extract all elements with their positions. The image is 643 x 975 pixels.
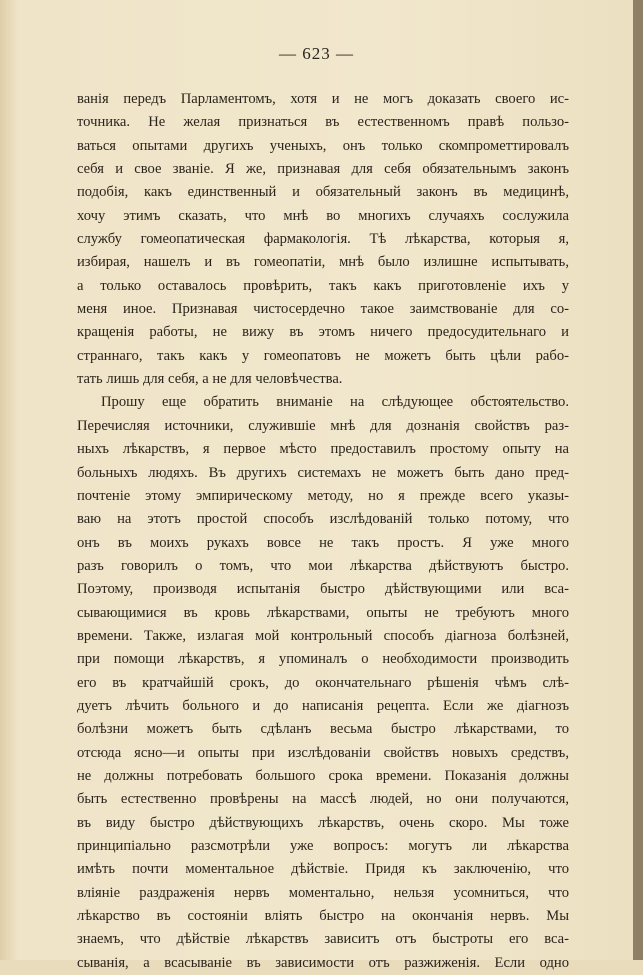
text-line: себя и свое званіе. Я же, признавая для себя обязательнымъ законъ — [77, 161, 569, 178]
text-line: дуетъ лѣчить больного и до написанія рецепта. Если же діагнозъ — [77, 697, 569, 714]
text-line: не должны потребовать большого срока времени. Показанія должны — [77, 767, 569, 784]
text-line: разъ говорилъ о томъ, что мои лѣкарства дѣйствуютъ быстро. — [77, 557, 569, 574]
text-line: онъ въ моихъ рукахъ вовсе не такъ простъ. Я уже много — [77, 534, 569, 551]
text-line: меня иное. Признавая чистосердечно такое заимствованіе для со- — [77, 301, 569, 318]
text-line: почтеніе этому эмпирическому методу, но я прежде всего указы- — [77, 487, 569, 504]
text-line: болѣзни можетъ быть сдѣланъ весьма быстро лѣкарствами, то — [77, 721, 569, 738]
text-line: Перечисляя источники, служившіе мнѣ для дознанія свойствъ раз- — [77, 417, 569, 434]
text-line: Прошу еще обратить вниманіе на слѣдующее обстоятельство. — [101, 394, 569, 411]
text-line: а только оставалось провѣрить, такъ какъ приготовленіе ихъ у — [77, 277, 569, 294]
text-line: страннаго, такъ какъ у гомеопатовъ не можетъ быть цѣли рабо- — [77, 347, 569, 364]
text-line: службу гомеопатическая фармакологія. Тѣ лѣкарства, которыя я, — [77, 231, 569, 248]
text-line: отсюда ясно—и опыты при изслѣдованіи свойствъ новыхъ средствъ, — [77, 744, 569, 761]
text-line: сыванія, а всасываніе въ зависимости отъ разжиженія. Если одно — [77, 954, 569, 971]
body-text — [77, 88, 569, 975]
text-line: имѣть почти моментальное дѣйствіе. Придя къ заключенію, что — [77, 861, 569, 878]
text-line: ныхъ лѣкарствъ, я первое мѣсто предоставилъ простому опыту на — [77, 441, 569, 458]
text-line: вліяніе раздраженія нервъ моментально, нельзя усомниться, что — [77, 884, 569, 901]
text-line: точника. Не желая признаться въ естественномъ правѣ пользо- — [77, 114, 569, 131]
text-line: тать лишь для себя, а не для человѣчества. — [77, 371, 343, 388]
text-line: хочу этимъ сказать, что мнѣ во многихъ случаяхъ сослужила — [77, 207, 569, 224]
text-line: его въ кратчайшій срокъ, до окончательнаго рѣшенія чѣмъ слѣ- — [77, 674, 569, 691]
text-line: принципіально разсмотрѣли уже вопросъ: могутъ ли лѣкарства — [77, 838, 569, 854]
paragraph-2 — [77, 391, 569, 975]
text-line: быть естественно провѣрены на массѣ людей, но они получаются, — [77, 791, 569, 808]
text-line: при помощи лѣкарствъ, я упоминалъ о необходимости производить — [77, 651, 569, 668]
text-line: Поэтому, производя испытанія быстро дѣйствующими или вса- — [77, 581, 569, 598]
text-line: ваю на этотъ простой способъ изслѣдованій только потому, что — [77, 511, 569, 528]
paragraph-1 — [77, 88, 569, 391]
text-line: знаемъ, что дѣйствіе лѣкарствъ зависитъ отъ быстроты его вса- — [77, 931, 569, 948]
text-line: избирая, нашелъ и въ гомеопатіи, мнѣ было излишне испытывать, — [77, 254, 569, 271]
text-line: кращенія работы, не вижу въ этомъ ничего предосудительнаго и — [77, 324, 569, 341]
text-line: времени. Также, излагая мой контрольный способъ діагноза болѣзней, — [77, 627, 569, 644]
page-number: — 623 — — [279, 44, 354, 63]
text-line: подобія, какъ единственный и обязательный законъ въ медицинѣ, — [77, 184, 569, 201]
text-line: въ виду быстро дѣйствующихъ лѣкарствъ, очень скоро. Мы тоже — [77, 814, 569, 831]
text-line: ванія передъ Парламентомъ, хотя и не могъ доказать своего ис- — [77, 91, 569, 107]
text-line: лѣкарство въ состояніи вліять быстро на окончанія нервъ. Мы — [77, 908, 569, 925]
text-line: ваться опытами другихъ ученыхъ, онъ только скомпрометтировалъ — [77, 137, 569, 154]
text-line: сывающимися въ кровь лѣкарствами, опыты не требуютъ много — [77, 604, 569, 621]
text-line: больныхъ людяхъ. Въ другихъ системахъ не можетъ быть дано пред- — [77, 464, 569, 481]
